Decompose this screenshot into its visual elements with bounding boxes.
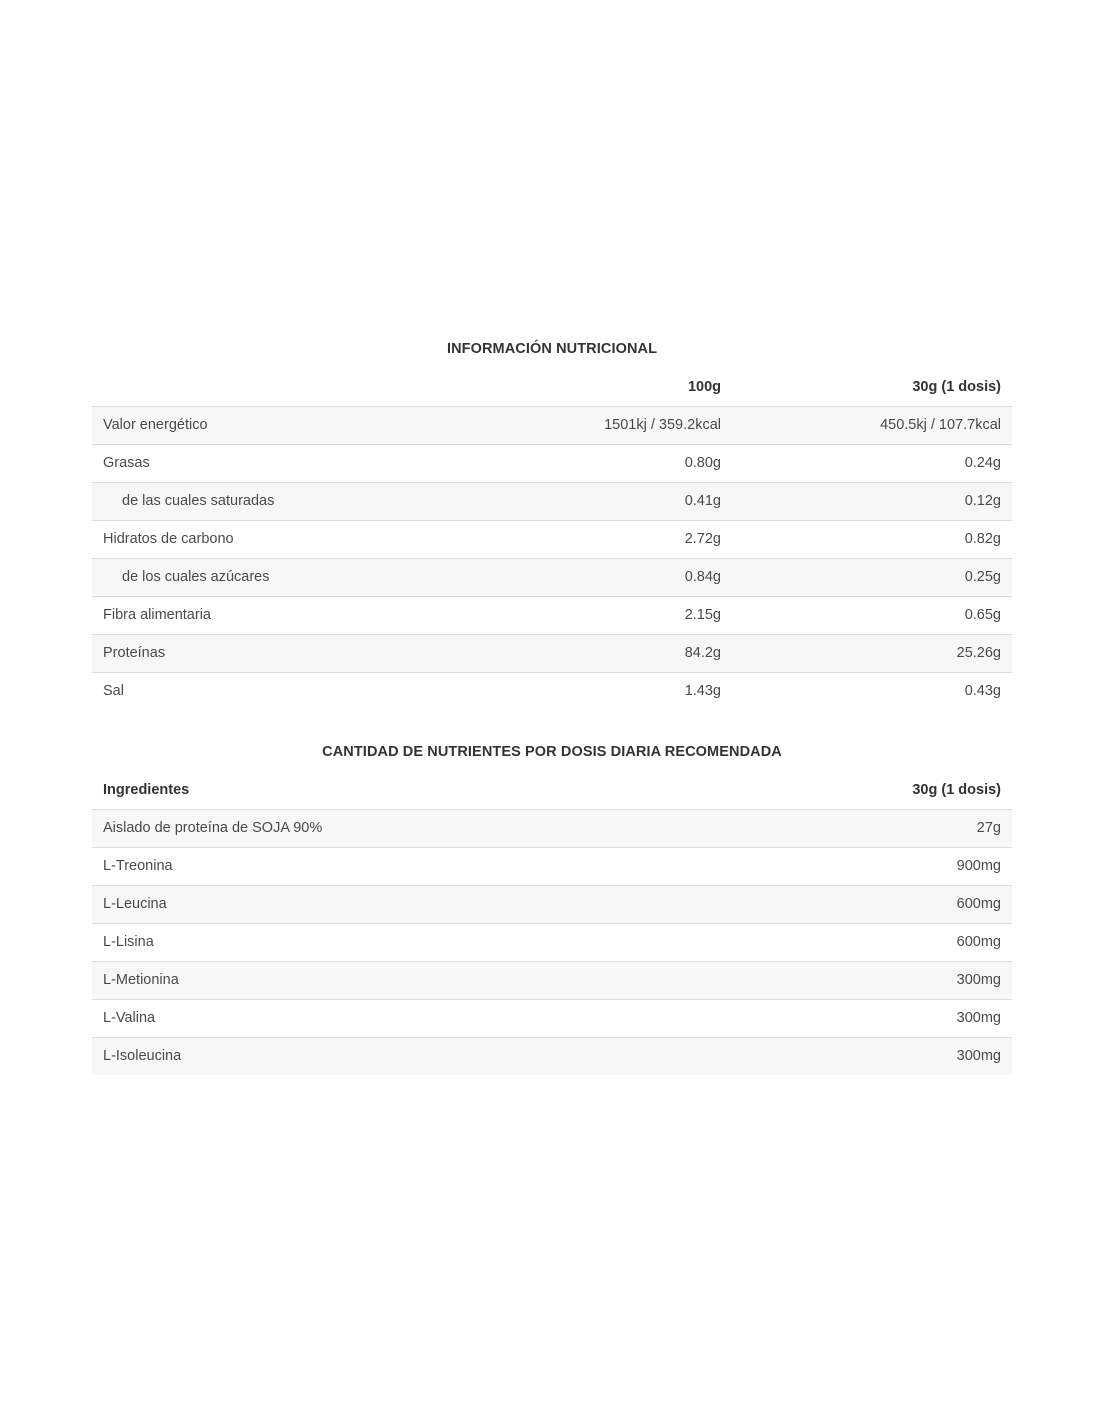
- table-row: [92, 1037, 1012, 1075]
- nutrition-header-dose: 30g (1 dosis): [732, 368, 1012, 406]
- ingredient-label: L-Lisina: [92, 923, 732, 961]
- nutrient-label: Hidratos de carbono: [92, 520, 472, 558]
- nutrient-value-dose: 450.5kj / 107.7kcal: [732, 406, 1012, 444]
- nutrient-value-dose: 0.65g: [732, 596, 1012, 634]
- table-row: [92, 596, 1012, 634]
- dose-section: [92, 733, 1012, 1075]
- table-row: [92, 672, 1012, 710]
- nutrition-table-body: [92, 406, 1012, 710]
- nutrition-header-label: [92, 368, 472, 406]
- dose-header-row: [92, 771, 1012, 809]
- nutrient-label: de las cuales saturadas: [92, 482, 472, 520]
- ingredient-label: L-Leucina: [92, 885, 732, 923]
- nutrition-section: [92, 330, 1012, 710]
- table-row: [92, 444, 1012, 482]
- nutrition-table: [92, 368, 1012, 710]
- nutrient-label: Proteínas: [92, 634, 472, 672]
- table-row: [92, 558, 1012, 596]
- nutrient-value-dose: 0.12g: [732, 482, 1012, 520]
- dose-header-ingredients: Ingredientes: [92, 771, 732, 809]
- table-row: [92, 923, 1012, 961]
- ingredient-label: L-Metionina: [92, 961, 732, 999]
- table-row: [92, 809, 1012, 847]
- nutrient-value-100g: 84.2g: [472, 634, 732, 672]
- nutrient-value-100g: 2.72g: [472, 520, 732, 558]
- nutrition-header-100g: 100g: [472, 368, 732, 406]
- nutrient-value-dose: 25.26g: [732, 634, 1012, 672]
- nutrient-label: Fibra alimentaria: [92, 596, 472, 634]
- ingredient-value: 600mg: [732, 923, 1012, 961]
- table-row: [92, 482, 1012, 520]
- nutrient-value-100g: 1501kj / 359.2kcal: [472, 406, 732, 444]
- dose-table: [92, 771, 1012, 1075]
- table-row: [92, 406, 1012, 444]
- ingredient-label: L-Treonina: [92, 847, 732, 885]
- ingredient-value: 300mg: [732, 999, 1012, 1037]
- ingredient-value: 900mg: [732, 847, 1012, 885]
- ingredient-value: 300mg: [732, 1037, 1012, 1075]
- ingredient-value: 300mg: [732, 961, 1012, 999]
- nutrient-value-100g: 0.80g: [472, 444, 732, 482]
- nutrient-label: Valor energético: [92, 406, 472, 444]
- nutrient-label: de los cuales azúcares: [92, 558, 472, 596]
- nutrition-title: INFORMACIÓN NUTRICIONAL: [446, 341, 658, 357]
- table-row: [92, 847, 1012, 885]
- nutrient-value-dose: 0.24g: [732, 444, 1012, 482]
- table-row: [92, 520, 1012, 558]
- ingredient-value: 27g: [732, 809, 1012, 847]
- nutrient-value-dose: 0.82g: [732, 520, 1012, 558]
- nutrient-value-100g: 0.41g: [472, 482, 732, 520]
- dose-header-dose: 30g (1 dosis): [732, 771, 1012, 809]
- nutrition-header-row: [92, 368, 1012, 406]
- nutrient-value-dose: 0.43g: [732, 672, 1012, 710]
- table-row: [92, 634, 1012, 672]
- nutrient-label: Sal: [92, 672, 472, 710]
- nutrient-label: Grasas: [92, 444, 472, 482]
- nutrient-value-100g: 1.43g: [472, 672, 732, 710]
- table-row: [92, 961, 1012, 999]
- dose-table-body: [92, 809, 1012, 1075]
- ingredient-value: 600mg: [732, 885, 1012, 923]
- ingredient-label: L-Valina: [92, 999, 732, 1037]
- nutrient-value-100g: 2.15g: [472, 596, 732, 634]
- table-row: [92, 885, 1012, 923]
- ingredient-label: L-Isoleucina: [92, 1037, 732, 1075]
- nutrient-value-100g: 0.84g: [472, 558, 732, 596]
- dose-title: CANTIDAD DE NUTRIENTES POR DOSIS DIARIA RECOMENDADA: [322, 744, 782, 760]
- table-row: [92, 999, 1012, 1037]
- nutrient-value-dose: 0.25g: [732, 558, 1012, 596]
- ingredient-label: Aislado de proteína de SOJA 90%: [92, 809, 732, 847]
